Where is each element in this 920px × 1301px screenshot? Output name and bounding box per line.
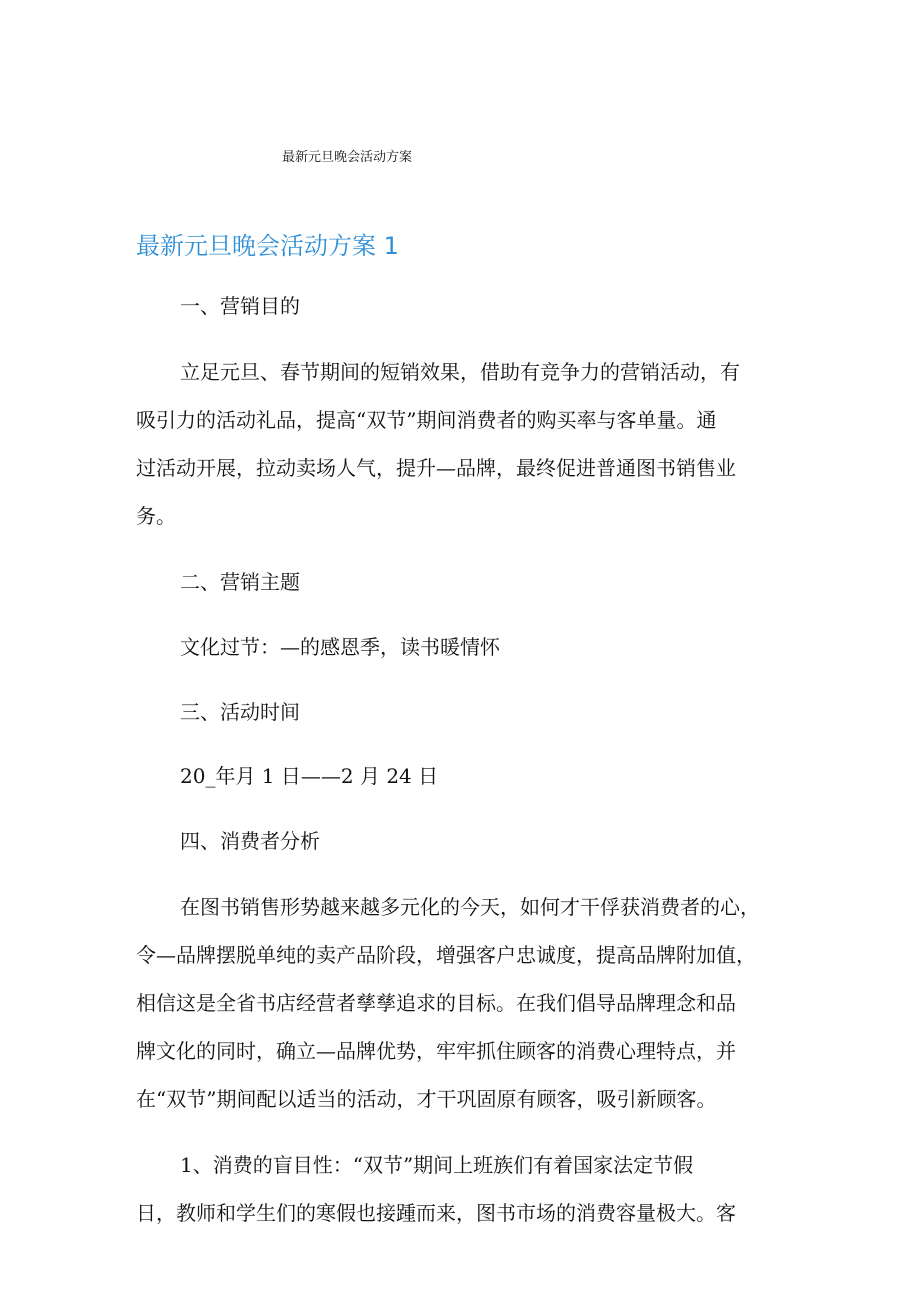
paragraph-line: 牌文化的同时，确立—品牌优势，牢牢抓住顾客的消费心理特点，并 [136,1039,736,1063]
heading-marketing-theme: 二、营销主题 [180,570,300,594]
heading-activity-time: 三、活动时间 [180,700,300,724]
document-header: 最新元旦晚会活动方案 [282,150,413,165]
paragraph-line: 过活动开展，拉动卖场人气，提升—品牌，最终促进普通图书销售业 [136,456,736,480]
paragraph-line: 务。 [136,504,176,528]
paragraph-line: 立足元旦、春节期间的短销效果，借助有竞争力的营销活动，有 [180,360,740,384]
section-title: 最新元旦晚会活动方案 1 [136,232,399,260]
paragraph-line: 日，教师和学生们的寒假也接踵而来，图书市场的消费容量极大。客 [136,1201,736,1225]
paragraph-line: 文化过节：—的感恩季，读书暖情怀 [180,635,500,659]
paragraph-line: 相信这是全省书店经营者孳孳追求的目标。在我们倡导品牌理念和品 [136,991,736,1015]
heading-consumer-analysis: 四、消费者分析 [180,829,320,853]
paragraph-line: 在图书销售形势越来越多元化的今天，如何才干俘获消费者的心， [180,895,760,919]
paragraph-line: 吸引力的活动礼品，提高“双节”期间消费者的购买率与客单量。通 [136,408,717,432]
paragraph-line: 20_年月 1 日——2 月 24 日 [180,764,439,788]
paragraph-line: 在“双节”期间配以适当的活动，才干巩固原有顾客，吸引新顾客。 [136,1087,717,1111]
paragraph-line: 1、消费的盲目性：“双节”期间上班族们有着国家法定节假 [180,1153,694,1177]
paragraph-line: 令—品牌摆脱单纯的卖产品阶段，增强客户忠诚度，提高品牌附加值， [136,943,756,967]
heading-marketing-goal: 一、营销目的 [180,294,300,318]
